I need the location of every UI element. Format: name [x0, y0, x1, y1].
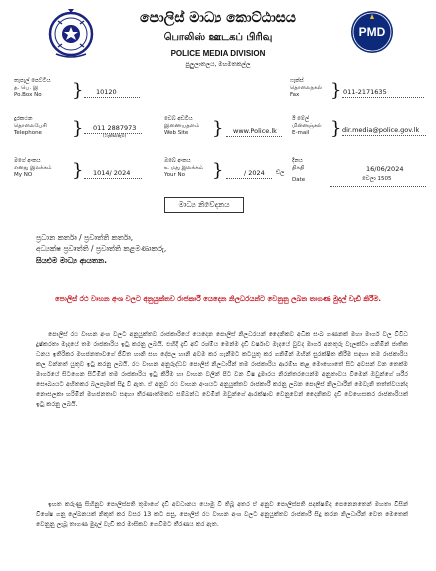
website-value: www.Police.lk — [233, 127, 277, 135]
website-brace: } — [212, 118, 224, 139]
your-no-brace: } — [212, 160, 224, 181]
pobox-value: 10120 — [96, 88, 117, 96]
header-location: පුලුලාතලය, මහමතකල්ල — [185, 61, 251, 68]
fax-label: ෆැක්ස් தொலைநகல் Fax — [290, 78, 323, 98]
date-time: වෙලා 1505 — [362, 176, 392, 182]
addressee-line: සියළුම මාධ්‍ය ආයතන. — [36, 255, 107, 265]
my-no-label: මගේ අංකය எனது இலக்கம் My NO — [14, 158, 52, 178]
my-no-value: 1014/ 2024 — [93, 169, 131, 177]
email-brace: } — [330, 118, 342, 139]
email-dotted-line — [342, 135, 426, 136]
your-no-suffix: ඩ්ල — [276, 170, 285, 176]
addressee-line: අධ්‍යක්ෂ ප්‍රවෘත්ති / ප්‍රවෘත්ති කළමණාකරු, — [36, 244, 167, 254]
email-value: dir.media@police.gov.lk — [342, 126, 420, 134]
website-dotted-line — [226, 136, 282, 137]
fax-brace: } — [330, 80, 342, 101]
email-label: ඊ මේල් மின்னஞ்சல் E-mail — [292, 116, 322, 136]
telephone-brace: } — [72, 118, 84, 139]
addressee-list — [36, 232, 396, 266]
fax-value: 011-2171635 — [343, 88, 387, 96]
addressee-line: ප්‍රධාන කර්තෘ / ප්‍රවෘත්ති කර්තෘ, — [36, 233, 134, 242]
pobox-label: තැපැල් පෙට්ටිය த. பெ. இ Po.Box No — [14, 78, 51, 98]
my-no-brace: } — [72, 160, 84, 181]
date-dotted-line — [330, 186, 426, 187]
body-paragraph: පොලිස් රථ වාහන අංශ වලට අනුයුක්තව රාජකාරියේ යෙදෙන පොලිස් නිලධරයන් දෛනිකව අධික සංඛ ගණනක් මහා මාර්ග වල විවිධ දුෂ්කරතා මැදයේ තම රාජකාරිය ඉටු කරනු ලබයි. එහිදී දැඩි අව් රශ්මිය මෙන්ම දැඩි වර්ෂාව මැදයේ වුවද මාර්ග අනතුරු වැලක්වා ගනිමින් ජාතික ධනය ඉතිරිකර මහජනතාවගේ ජීවිත හානි සහ දේපල හානි අවම කර ගැනීමට කටයුතු කර ගනිමින් ඔහින් සුරක්ෂිත කිරීම සඳහා තම රාජකාරිය කල වන්නත් යුතුව ඉටු කරනු ලබයි. රථ වාහන අනුරුද්ධව පොලිස් නිලධාරීන් තම රාජකාරිය ආරම්භ කළ මොහොතේ සිට අවසන් වන තෙක්ම මාර්ගයේ සිටගෙන සිටිමින් තම රාජකාරිය ඉටු කිරීම හා වාහන වලින් පිට වන විෂ දුමාරය නිරන්තරයෙන්ම අනුතාවය වීමෙන් ඔවුන්ගේ ශරීර සෞඛ්‍යයට අහිතකර බලපෑමක් සිදු වී ඇත. ඒ අනුව රථ වාහන අංශයට අනුයුක්තව රාජකාරී කරනු ලබන පොලිස් නිලධාරීන් මෙවැනි තත්ත්වයන්ද නොසලකා හරිමින් මහජනතාව සඳහා තීරණාත්මකව සම්බන්ධ වෙමින් ඔවුන්ගේ ආරක්ෂාව වෙනුවෙන් දෛනිකව දැඩි වෙහෙසකර රාජකාරියක් ඉටු කරනු ලබයි. — [36, 331, 408, 409]
pobox-dotted-line — [84, 97, 140, 98]
telephone-dotted-line — [84, 133, 142, 134]
your-no-value: / 2024 — [244, 169, 265, 177]
telephone-label: දුරකථන தொலைபேசி Telephone — [14, 116, 47, 136]
my-no-dotted-line — [84, 178, 142, 179]
pmd-logo-text: PMD — [358, 25, 386, 39]
subject-heading: පොලිස් රථ වාහන අංශ වලට අනුයුක්තව රාජකාරී යෙදෙන නිලධරයන්ට වෙනුනු ලබන තාගණ මුදල් වැඩි කිරීම. — [54, 295, 382, 303]
fax-dotted-line — [342, 97, 424, 98]
media-notice-label: මාධ්‍ය නිවේදනය — [164, 197, 244, 213]
your-no-dotted-line — [226, 178, 272, 179]
header-english-title: POLICE MEDIA DIVISION — [170, 49, 266, 58]
pobox-brace: } — [72, 80, 84, 101]
header-tamil-title: பொலிஸ் ஊடகப் பிரிவு — [163, 32, 273, 43]
telephone-note: (ෆැක්ස්/ඇම) — [103, 134, 127, 139]
your-no-label: ඔබේ අංකය உ மது இலக்கம் Your No — [164, 158, 204, 178]
telephone-value: 011 2887973 — [93, 124, 137, 132]
header-sinhala-title: පොලිස් මාධ්‍ය කොට්ඨාසය — [140, 10, 296, 26]
date-value: 16/06/2024 — [366, 165, 404, 173]
date-label: දිනය திகதி Date — [292, 158, 306, 183]
body-paragraph: ඉහත කරුණු සිහිනුව පොලිස්පති තුමාගේ දැඩි අවධානය යොමු වී තිබූ අතර ඒ අනුව පොලිස්පති පදක්ෂම්ද පෙනෙනතෙන් මහතා විසින් විශේෂ ගනු ලේඛනයක් නිකුත් කර වසර 13 කට පසු, පොලිස් රථ වාහන අංශ වලට අනුයුක්තව රාජකාරී සිදු කරන නිලධාරීන් වෙත මෙතෙක් වෙනුනු ලැබූ තාගණ මුදල් වැඩි කර මාසිකව ගෙවීමට තීරණය කර ඇත. — [36, 501, 408, 529]
website-label: වෙබ් අඩවිය இணையதளம் Web Site — [164, 116, 200, 136]
